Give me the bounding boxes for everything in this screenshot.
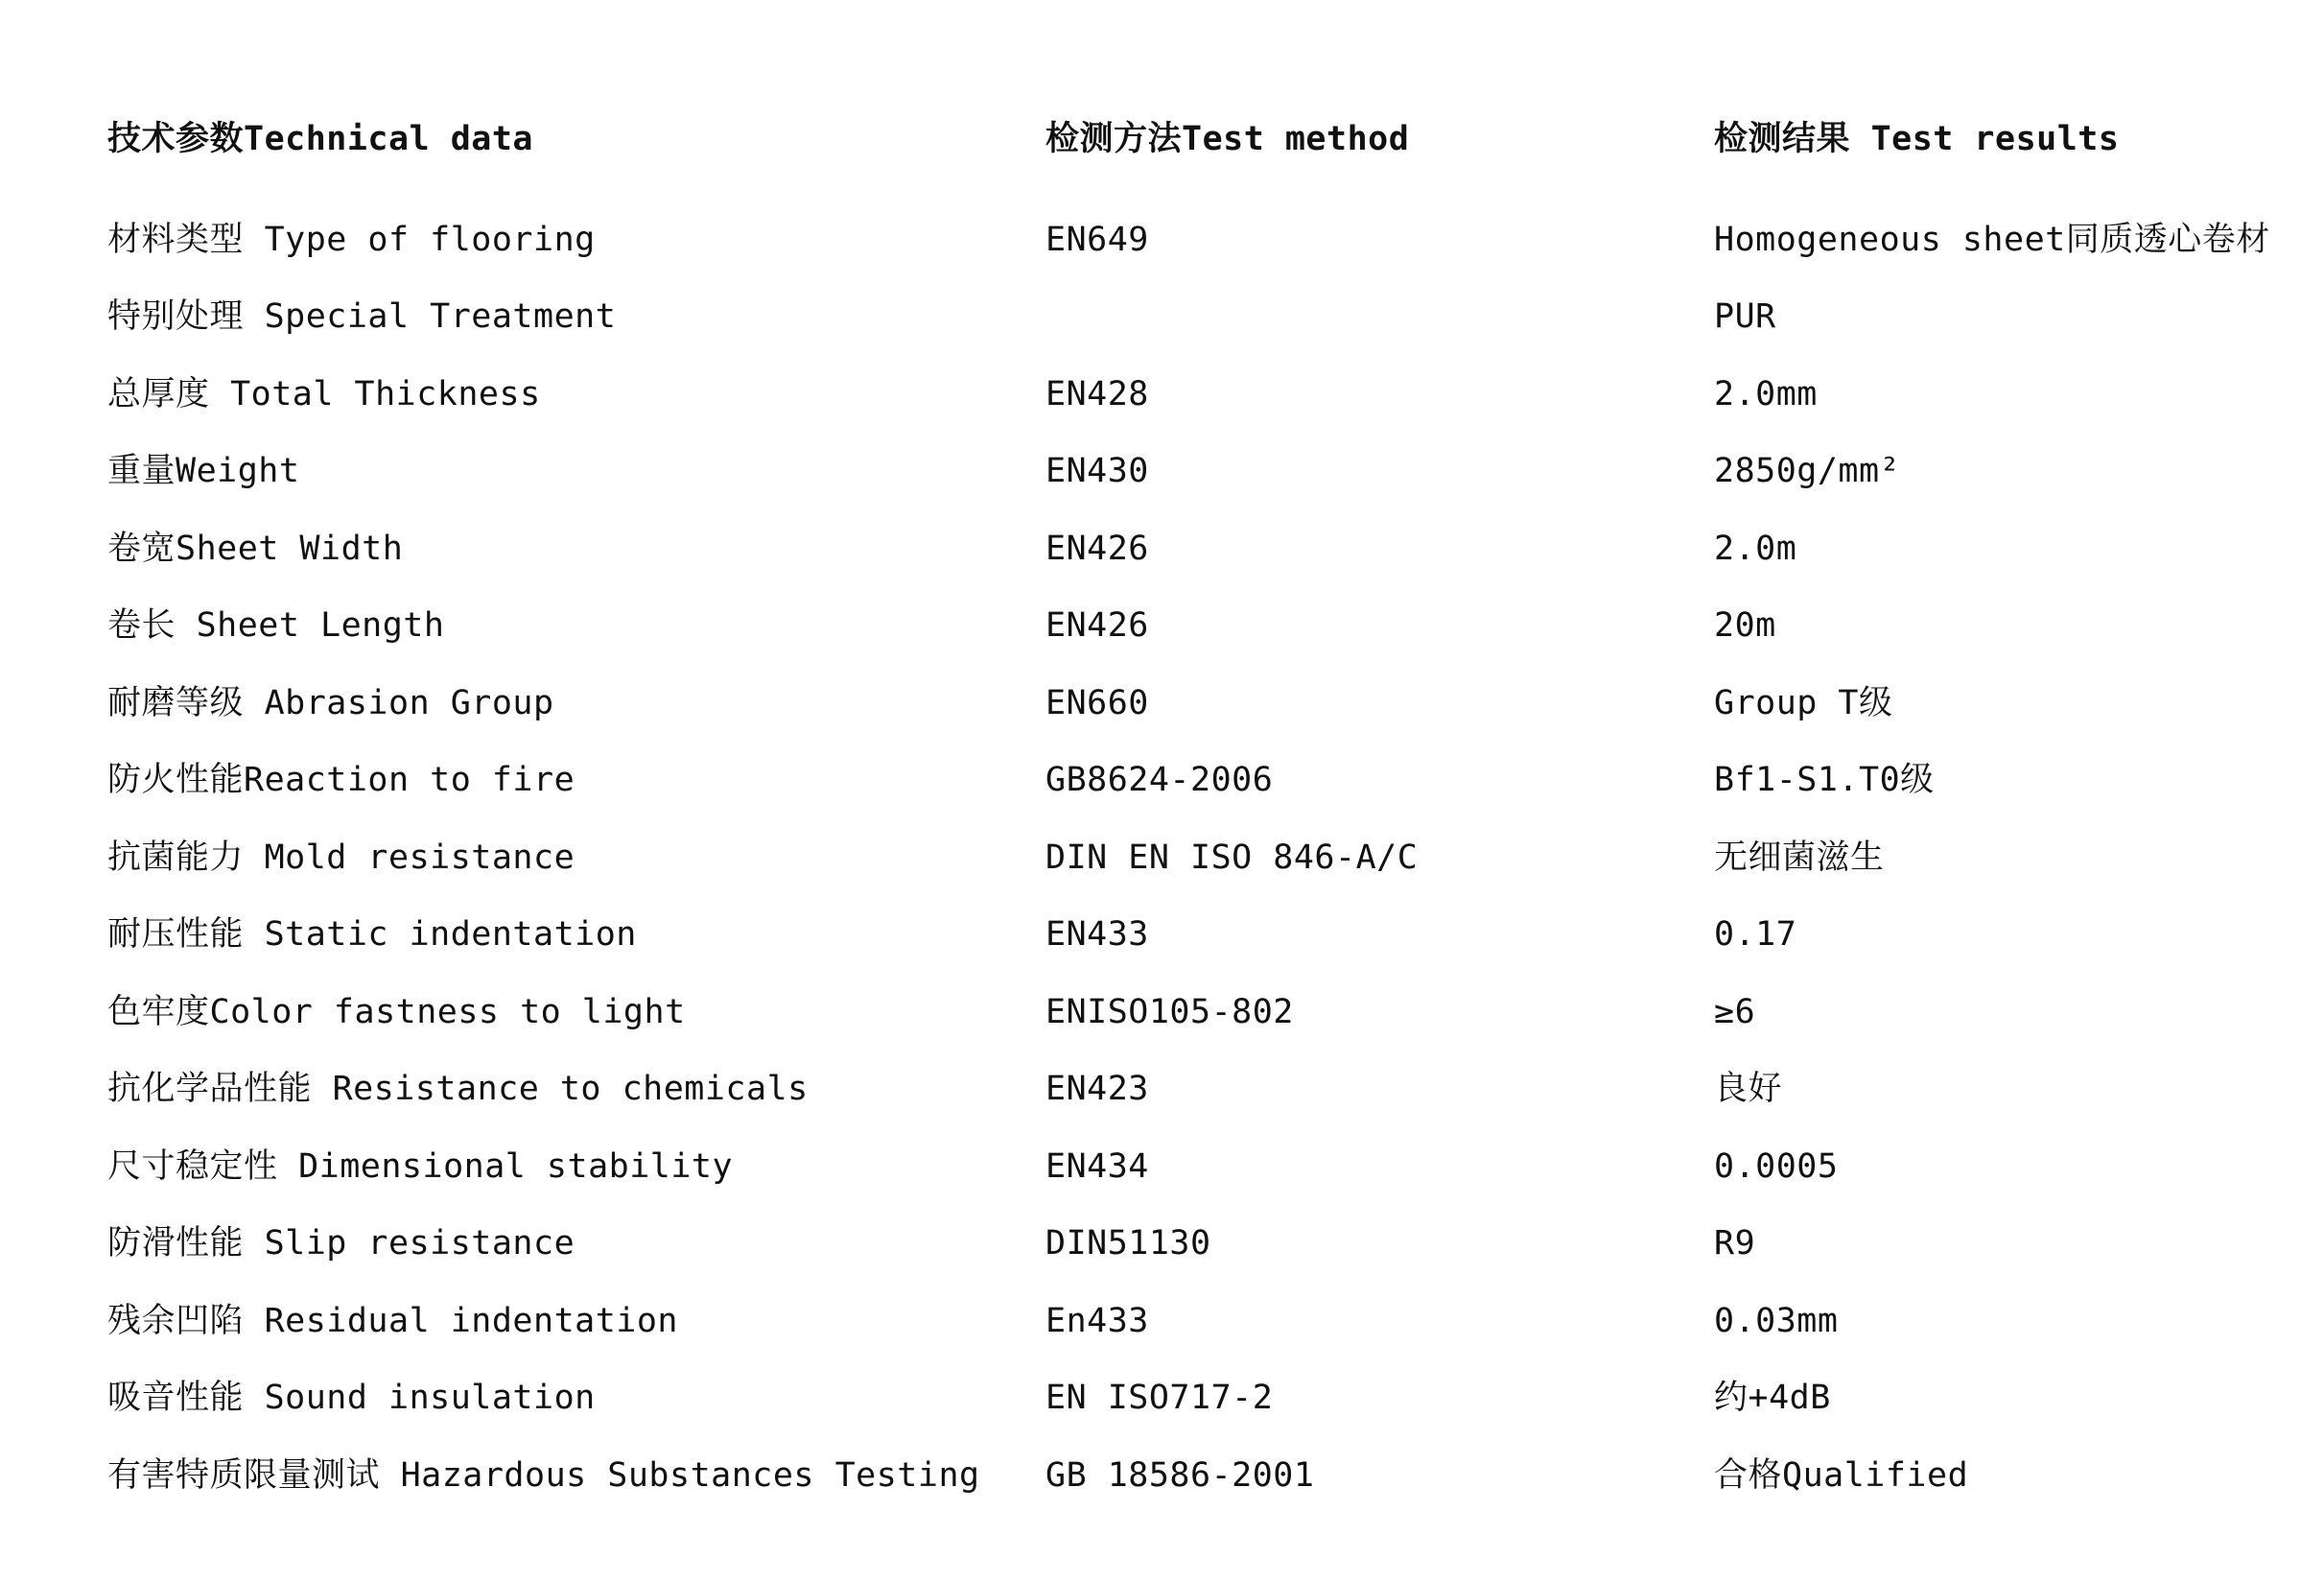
table-row [107,510,2285,588]
row-test-result: 合格Qualified [1714,1455,1969,1495]
table-row [107,356,2285,434]
row-parameter: 重量Weight [107,452,300,491]
row-test-result: 0.17 [1714,915,1797,955]
row-test-method: En433 [1045,1301,1149,1340]
header-technical-data: 技术参数Technical data [107,119,534,158]
row-parameter: 有害特质限量测试 Hazardous Substances Testing [107,1455,980,1495]
row-test-method: EN430 [1045,452,1149,491]
table-row [107,201,2285,279]
row-test-method: EN433 [1045,915,1149,955]
table-row [107,743,2285,820]
table-row [107,819,2285,897]
table-row [107,1437,2285,1515]
row-test-result: ≥6 [1714,992,1756,1031]
table-row [107,1206,2285,1284]
row-test-result: Bf1-S1.T0级 [1714,761,1935,800]
table-row [107,897,2285,975]
row-test-method: EN649 [1045,220,1149,259]
row-test-result: Homogeneous sheet同质透心卷材 [1714,220,2270,259]
row-test-result: 2.0mm [1714,374,1818,413]
table-row [107,588,2285,666]
row-parameter: 总厚度 Total Thickness [107,374,541,413]
row-test-method: EN426 [1045,529,1149,568]
row-parameter: 色牢度Color fastness to light [107,992,686,1031]
row-test-result: 约+4dB [1714,1379,1831,1418]
row-test-method: DIN EN ISO 846-A/C [1045,838,1419,877]
table-header [107,107,2285,171]
row-test-method: ENISO105-802 [1045,992,1294,1031]
row-test-result: 2850g/mm² [1714,452,1901,491]
row-test-result: 0.03mm [1714,1301,1839,1340]
row-test-method: EN423 [1045,1070,1149,1109]
row-parameter: 特别处理 Special Treatment [107,297,617,337]
row-parameter: 耐压性能 Static indentation [107,915,637,955]
row-parameter: 卷宽Sheet Width [107,529,404,568]
table-row [107,1283,2285,1360]
row-test-method: EN434 [1045,1146,1149,1186]
table-row [107,279,2285,357]
row-test-result: 良好 [1714,1070,1783,1109]
row-test-result: 0.0005 [1714,1146,1839,1186]
row-test-result: 20m [1714,606,1776,646]
row-parameter: 抗菌能力 Mold resistance [107,838,575,877]
row-parameter: 尺寸稳定性 Dimensional stability [107,1146,734,1186]
technical-data-sheet [107,107,2285,1515]
header-test-method: 检测方法Test method [1045,119,1410,158]
table-row [107,974,2285,1051]
row-parameter: 防滑性能 Slip resistance [107,1224,575,1263]
table-row [107,1128,2285,1206]
table-row [107,1360,2285,1438]
row-parameter: 吸音性能 Sound insulation [107,1379,596,1418]
table-row [107,665,2285,743]
row-test-method: EN426 [1045,606,1149,646]
row-test-method: GB 18586-2001 [1045,1455,1315,1495]
row-test-result: 2.0m [1714,529,1797,568]
row-test-result: R9 [1714,1224,1756,1263]
row-test-method: EN ISO717-2 [1045,1379,1274,1418]
row-test-result: Group T级 [1714,683,1893,722]
row-parameter: 抗化学品性能 Resistance to chemicals [107,1070,809,1109]
row-test-result: 无细菌滋生 [1714,838,1885,877]
table-row [107,1051,2285,1129]
table-row [107,434,2285,511]
row-test-method: EN660 [1045,683,1149,722]
row-test-method: DIN51130 [1045,1224,1211,1263]
row-test-result: PUR [1714,297,1776,337]
row-parameter: 材料类型 Type of flooring [107,220,596,259]
row-parameter: 残余凹陷 Residual indentation [107,1301,679,1340]
row-parameter: 防火性能Reaction to fire [107,761,575,800]
row-test-method: GB8624-2006 [1045,761,1274,800]
row-test-method: EN428 [1045,374,1149,413]
header-test-results: 检测结果 Test results [1714,119,2120,158]
row-parameter: 耐磨等级 Abrasion Group [107,683,554,722]
row-parameter: 卷长 Sheet Length [107,606,445,646]
